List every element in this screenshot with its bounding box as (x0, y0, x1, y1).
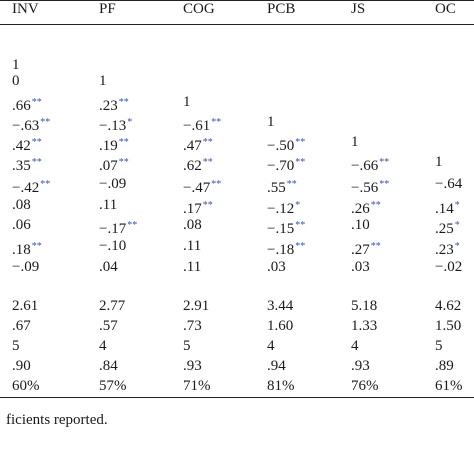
table-footnote: ficients reported. (6, 412, 108, 428)
correlation-cell (351, 217, 370, 234)
column-header-oc: OC (435, 1, 456, 17)
correlation-cell (12, 238, 42, 259)
correlation-cell (267, 114, 275, 131)
correlation-cell (351, 238, 381, 259)
correlation-value: 1 (12, 57, 20, 73)
stat-cell: .57 (99, 318, 118, 334)
correlation-cell (99, 114, 132, 135)
correlation-cell (12, 154, 42, 175)
significance-marker: ** (370, 200, 381, 211)
stat-cell: 1.50 (435, 318, 462, 334)
correlation-cell (183, 114, 221, 135)
correlation-value: 1 (99, 73, 107, 89)
stat-cell: 1.60 (267, 318, 294, 334)
stat-cell: .84 (99, 358, 118, 374)
correlation-cell (12, 73, 20, 90)
significance-marker: ** (211, 179, 222, 190)
significance-marker: ** (286, 179, 297, 190)
correlation-cell (12, 176, 50, 197)
significance-marker: ** (40, 117, 51, 128)
correlation-value: .06 (12, 217, 31, 233)
stat-cell: 1.33 (351, 318, 378, 334)
correlation-cell (99, 197, 117, 214)
significance-marker: ** (295, 157, 306, 168)
correlation-cell (12, 114, 50, 135)
correlation-value: .04 (99, 259, 118, 275)
correlation-value: −.66 (351, 158, 379, 174)
significance-marker: ** (370, 241, 381, 252)
correlation-cell (12, 57, 20, 74)
column-header-pcb: PCB (267, 1, 296, 17)
correlation-cell (267, 154, 305, 175)
stat-cell: 2.77 (99, 298, 126, 314)
correlation-cell (267, 197, 300, 218)
correlation-value: .55 (267, 180, 286, 196)
correlation-value: −.64 (435, 176, 463, 192)
significance-marker: ** (31, 137, 42, 148)
correlation-value: −.70 (267, 158, 295, 174)
significance-marker: * (295, 200, 301, 211)
significance-marker: ** (379, 179, 390, 190)
correlation-cell (267, 176, 297, 197)
correlation-cell (183, 238, 201, 255)
stat-cell: .89 (435, 358, 454, 374)
header-rule (0, 24, 474, 25)
stat-cell: .93 (183, 358, 202, 374)
correlation-value: .10 (351, 217, 370, 233)
correlation-value: −.02 (435, 259, 463, 275)
stat-cell: 4.62 (435, 298, 462, 314)
correlation-cell (351, 176, 389, 197)
correlation-value: 1 (435, 154, 443, 170)
correlation-value: .11 (183, 259, 202, 275)
correlation-value: .62 (183, 158, 202, 174)
correlation-value: −.56 (351, 180, 379, 196)
stat-cell: 76% (351, 378, 379, 394)
correlation-value: .42 (12, 138, 31, 154)
correlation-value: .07 (99, 158, 118, 174)
correlation-value: .26 (351, 201, 370, 217)
correlation-value: −.42 (12, 180, 40, 196)
correlation-cell (435, 154, 443, 171)
stat-cell: 57% (99, 378, 127, 394)
correlation-value: −.09 (99, 176, 127, 192)
correlation-value: .03 (267, 259, 286, 275)
correlation-value: −.10 (99, 238, 127, 254)
stat-cell: .90 (12, 358, 31, 374)
correlation-cell (99, 238, 126, 255)
significance-marker: ** (202, 157, 213, 168)
correlation-value: .18 (12, 242, 31, 258)
correlation-value: .35 (12, 158, 31, 174)
correlation-value: .19 (99, 138, 118, 154)
column-header-cog: COG (183, 1, 215, 17)
stat-cell: 5 (183, 338, 191, 354)
stat-cell: .67 (12, 318, 31, 334)
correlation-value: −.61 (183, 118, 211, 134)
correlation-cell (351, 197, 381, 218)
correlation-value: .23 (99, 98, 118, 114)
correlation-cell (267, 217, 305, 238)
correlation-value: −.15 (267, 221, 295, 237)
correlation-cell (12, 94, 42, 115)
correlation-cell (99, 259, 118, 276)
significance-marker: ** (202, 137, 213, 148)
correlation-cell (351, 154, 389, 175)
correlation-cell (267, 134, 305, 155)
significance-marker: * (454, 200, 460, 211)
correlation-cell (183, 154, 213, 175)
stat-cell: 2.61 (12, 298, 39, 314)
significance-marker: * (454, 220, 460, 231)
stat-cell: 5 (435, 338, 443, 354)
stat-cell: 3.44 (267, 298, 294, 314)
significance-marker: ** (295, 137, 306, 148)
stat-cell: 81% (267, 378, 295, 394)
correlation-cell (435, 238, 460, 259)
stat-cell: .94 (267, 358, 286, 374)
correlation-value: .27 (351, 242, 370, 258)
correlation-cell (183, 94, 191, 111)
top-rule (0, 0, 474, 1)
significance-marker: ** (31, 157, 42, 168)
correlation-value: −.18 (267, 242, 295, 258)
correlation-value: .47 (183, 138, 202, 154)
correlation-cell (351, 259, 370, 276)
correlation-value: .03 (351, 259, 370, 275)
stat-cell: 2.91 (183, 298, 210, 314)
correlation-value: .14 (435, 201, 454, 217)
correlation-value: 1 (267, 114, 275, 130)
stat-cell: .73 (183, 318, 202, 334)
stat-cell: 4 (267, 338, 275, 354)
significance-marker: ** (295, 241, 306, 252)
significance-marker: * (454, 241, 460, 252)
correlation-value: .17 (183, 201, 202, 217)
stat-cell: 4 (99, 338, 107, 354)
correlation-cell (435, 259, 462, 276)
correlation-cell (99, 217, 137, 238)
correlation-value: −.17 (99, 221, 127, 237)
correlation-cell (435, 217, 460, 238)
correlation-value: .25 (435, 221, 454, 237)
correlation-cell (183, 259, 201, 276)
significance-marker: ** (379, 157, 390, 168)
correlation-cell (12, 259, 39, 276)
correlation-cell (267, 259, 286, 276)
correlation-value: .66 (12, 98, 31, 114)
significance-marker: ** (211, 117, 222, 128)
correlation-value: −.12 (267, 201, 295, 217)
correlation-value: .08 (12, 197, 31, 213)
correlation-cell (99, 134, 129, 155)
correlation-cell (12, 217, 31, 234)
correlation-cell (435, 176, 462, 193)
correlation-cell (12, 134, 42, 155)
stat-cell: 60% (12, 378, 40, 394)
significance-marker: ** (31, 97, 42, 108)
correlation-value: 1 (351, 134, 359, 150)
correlation-cell (183, 176, 221, 197)
correlation-cell (99, 73, 107, 90)
column-header-js: JS (351, 1, 366, 17)
correlation-cell (183, 197, 213, 218)
significance-marker: ** (127, 220, 138, 231)
column-header-inv: INV (12, 1, 39, 17)
bottom-rule (0, 397, 474, 398)
significance-marker: ** (295, 220, 306, 231)
correlation-value: 0 (12, 73, 20, 89)
correlation-value: .11 (99, 197, 118, 213)
correlation-value: .08 (183, 217, 202, 233)
correlation-value: .23 (435, 242, 454, 258)
stat-cell: 5 (12, 338, 20, 354)
correlation-value: −.50 (267, 138, 295, 154)
correlation-cell (435, 197, 460, 218)
significance-marker: ** (40, 179, 51, 190)
significance-marker: * (127, 117, 133, 128)
correlation-cell (99, 94, 129, 115)
stat-cell: 4 (351, 338, 359, 354)
correlation-cell (183, 134, 213, 155)
stat-cell: 61% (435, 378, 463, 394)
stat-cell: .93 (351, 358, 370, 374)
significance-marker: ** (31, 241, 42, 252)
significance-marker: ** (202, 200, 213, 211)
correlation-cell (183, 217, 202, 234)
significance-marker: ** (118, 137, 129, 148)
column-header-pf: PF (99, 1, 116, 17)
correlation-cell (267, 238, 305, 259)
correlation-cell (351, 134, 359, 151)
stat-cell: 71% (183, 378, 211, 394)
significance-marker: ** (118, 97, 129, 108)
correlation-cell (12, 197, 31, 214)
correlation-cell (99, 154, 129, 175)
stat-cell: 5.18 (351, 298, 378, 314)
correlation-value: −.63 (12, 118, 40, 134)
significance-marker: ** (118, 157, 129, 168)
correlation-value: −.47 (183, 180, 211, 196)
correlation-value: −.09 (12, 259, 40, 275)
correlation-cell (99, 176, 126, 193)
correlation-value: −.13 (99, 118, 127, 134)
correlation-value: .11 (183, 238, 202, 254)
correlation-value: 1 (183, 94, 191, 110)
